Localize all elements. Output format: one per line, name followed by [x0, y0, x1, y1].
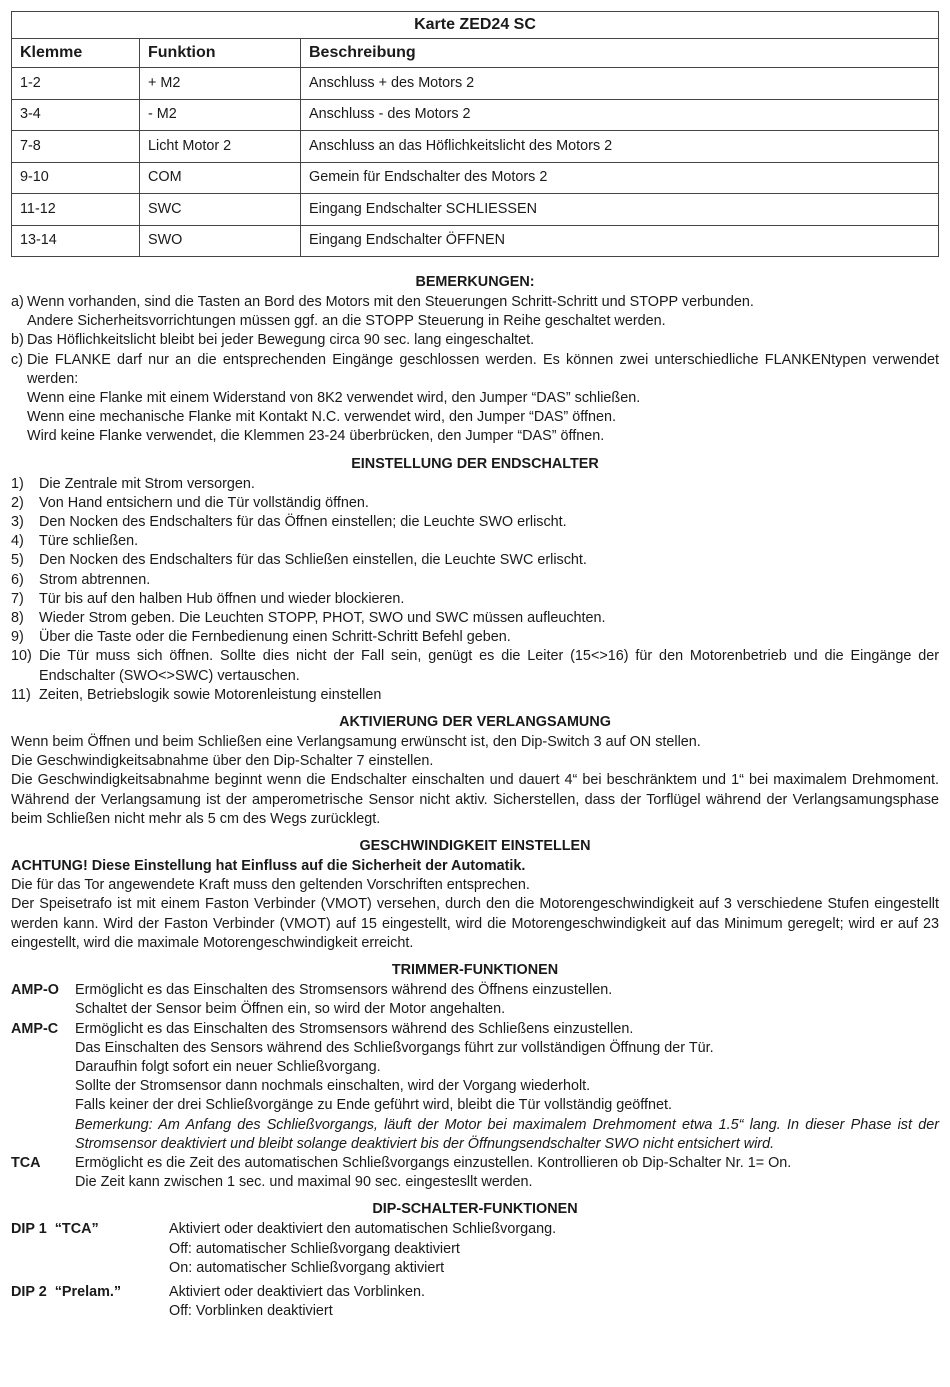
item-number: 4)	[11, 533, 24, 550]
cell-beschreibung: Gemein für Endschalter des Motors 2	[301, 162, 939, 194]
item-text: Den Nocken des Endschalters für das Öffnen einstellen; die Leuchte SWO erlischt.	[39, 514, 567, 531]
cell-beschreibung: Anschluss + des Motors 2	[301, 68, 939, 100]
cell-klemme: 11-12	[12, 194, 140, 226]
slowdown-paragraph: Wenn beim Öffnen und beim Schließen eine Verlangsamung erwünscht ist, den Dip-Switch 3 auf ON stellen.	[11, 734, 701, 751]
header-funktion: Funktion	[140, 39, 301, 68]
dip-line: Off: Vorblinken deaktiviert	[169, 1303, 333, 1320]
list-item	[11, 609, 939, 628]
list-item	[11, 532, 939, 551]
trimmer-section	[11, 959, 939, 1192]
speed-section	[11, 835, 939, 953]
item-text: Wieder Strom geben. Die Leuchten STOPP, PHOT, SWO und SWC müssen aufleuchten.	[39, 610, 606, 627]
trimmer-heading: TRIMMER-FUNKTIONEN	[391, 962, 559, 979]
dip-2	[11, 1283, 939, 1321]
item-number: 8)	[11, 610, 24, 627]
dip-heading: DIP-SCHALTER-FUNKTIONEN	[372, 1201, 578, 1218]
trimmer-key: AMP-C	[11, 1020, 59, 1037]
table-row	[12, 162, 939, 194]
remark-line: Wenn eine mechanische Flanke mit Kontakt N.C. verwendet wird, den Jumper “DAS” öffnen.	[27, 409, 616, 426]
trimmer-key: AMP-O	[11, 982, 59, 999]
list-item	[11, 494, 939, 513]
table-row	[12, 225, 939, 257]
table-row	[12, 194, 939, 226]
list-item	[11, 590, 939, 609]
speed-paragraph: Die für das Tor angewendete Kraft muss den geltenden Vorschriften entsprechen.	[11, 877, 530, 894]
speed-warning: ACHTUNG! Diese Einstellung hat Einfluss auf die Sicherheit der Automatik.	[11, 858, 526, 875]
trimmer-amp-c	[11, 1020, 939, 1154]
trimmer-line: Ermöglicht es die Zeit des automatischen Schließvorgangs einzustellen. Kontrollieren ob Dip-Schalter Nr. 1= On.	[75, 1154, 792, 1171]
trimmer-line: Sollte der Stromsensor dann nochmals einschalten, wird der Vorgang wiederholt.	[75, 1078, 591, 1095]
cell-klemme: 9-10	[12, 162, 140, 194]
cell-klemme: 3-4	[12, 99, 140, 131]
item-text: Die Tür muss sich öffnen. Sollte dies nicht der Fall sein, genügt es die Leiter (15<>16) für den Motorenbetrieb und die Eingänge der Endschalter (SWO<>SWC) vertauschen.	[39, 648, 939, 684]
slowdown-paragraph: Die Geschwindigkeitsabnahme über den Dip-Schalter 7 einstellen.	[11, 753, 434, 770]
item-number: 3)	[11, 514, 24, 531]
item-number: 6)	[11, 571, 24, 588]
table-row	[12, 99, 939, 131]
trimmer-line: Ermöglicht es das Einschalten des Stromsensors während des Öffnens einzustellen.	[75, 982, 613, 999]
dip-section	[11, 1198, 939, 1321]
list-item	[11, 686, 939, 705]
remark-label: a)	[11, 294, 24, 310]
dip-line: Aktiviert oder deaktiviert das Vorblinken.	[169, 1283, 425, 1300]
trimmer-amp-o	[11, 981, 939, 1019]
item-number: 11)	[11, 686, 31, 703]
header-klemme: Klemme	[12, 39, 140, 68]
cell-beschreibung: Eingang Endschalter ÖFFNEN	[301, 225, 939, 257]
remark-b	[11, 331, 939, 350]
item-number: 9)	[11, 629, 24, 646]
speed-paragraph: Der Speisetrafo ist mit einem Faston Verbinder (VMOT) versehen, durch den die Motorengeschwindigkeit auf 3 verschiedene Stufen eingestellt werden kann. Wird der Faston Verbinder (VMOT) auf 15 eingestellt, wird die Motorengeschwindigkeit auf das Minimum geregelt; wird er auf 23 eingestellt, wird die maximale Motorengeschwindigkeit erreicht.	[11, 896, 939, 951]
list-item	[11, 551, 939, 570]
remark-line: Wenn vorhanden, sind die Tasten an Bord des Motors mit den Steuerungen Schritt-Schritt und STOPP verbunden.	[27, 294, 754, 310]
table-row	[12, 131, 939, 163]
item-number: 7)	[11, 590, 24, 607]
trimmer-line: Falls keiner der drei Schließvorgänge zu Ende geführt wird, bleibt die Tür vollständig geöffnet.	[75, 1097, 673, 1114]
dip-key: DIP 1 “TCA”	[11, 1221, 99, 1238]
trimmer-line: Schaltet der Sensor beim Öffnen ein, so wird der Motor angehalten.	[75, 1001, 506, 1018]
trimmer-line: Das Einschalten des Sensors während des Schließvorgangs führt zur vollständigen Öffnung der Tür.	[75, 1039, 714, 1056]
item-text: Tür bis auf den halben Hub öffnen und wieder blockieren.	[39, 590, 405, 607]
item-text: Von Hand entsichern und die Tür vollständig öffnen.	[39, 494, 369, 511]
item-text: Strom abtrennen.	[39, 571, 151, 588]
cell-klemme: 7-8	[12, 131, 140, 163]
dip-line: Aktiviert oder deaktiviert den automatischen Schließvorgang.	[169, 1221, 557, 1238]
trimmer-line: Die Zeit kann zwischen 1 sec. und maximal 90 sec. eingestesllt werden.	[75, 1174, 533, 1191]
list-item	[11, 628, 939, 647]
cell-funktion: + M2	[140, 68, 301, 100]
slowdown-paragraph: Die Geschwindigkeitsabnahme beginnt wenn die Endschalter einschalten und dauert 4“ bei beschränktem und 1“ bei maximalem Drehmoment. Während der Verlangsamung ist der amperometrische Sensor nicht aktiv. Sicherstellen, dass der Torflügel während der Verlangsamungsphase beim Schließen nicht mehr als 5 cm des Wegs zurücklegt.	[11, 772, 939, 827]
cell-funktion: Licht Motor 2	[140, 131, 301, 163]
remark-label: b)	[11, 332, 24, 349]
cell-funktion: - M2	[140, 99, 301, 131]
cell-funktion: COM	[140, 162, 301, 194]
remark-line: Die FLANKE darf nur an die entsprechenden Eingänge geschlossen werden. Es können zwei unterschiedliche FLANKENtypen verwendet werden:	[27, 351, 939, 387]
slowdown-heading: AKTIVIERUNG DER VERLANGSAMUNG	[339, 714, 611, 731]
list-item	[11, 513, 939, 532]
item-number: 1)	[11, 475, 24, 492]
slowdown-section	[11, 711, 939, 829]
trimmer-line: Daraufhin folgt sofort ein neuer Schließvorgang.	[75, 1058, 381, 1075]
dip-1	[11, 1220, 939, 1278]
cell-beschreibung: Anschluss - des Motors 2	[301, 99, 939, 131]
limit-switch-heading: EINSTELLUNG DER ENDSCHALTER	[351, 455, 599, 472]
remark-label: c)	[11, 351, 23, 368]
trimmer-note: Bemerkung: Am Anfang des Schließvorgangs, läuft der Motor bei maximalem Drehmoment etwa 1.5“ lang. In dieser Phase ist der Stromsensor deaktiviert und bleibt solange deaktiviert bis der Öffnungsendschalter SWO nicht entsichert wird.	[75, 1116, 939, 1152]
item-text: Die Zentrale mit Strom versorgen.	[39, 475, 255, 492]
header-beschreibung: Beschreibung	[301, 39, 939, 68]
item-text: Über die Taste oder die Fernbedienung einen Schritt-Schritt Befehl geben.	[39, 629, 511, 646]
remark-c	[11, 351, 939, 447]
cell-funktion: SWO	[140, 225, 301, 257]
cell-klemme: 1-2	[12, 68, 140, 100]
item-text: Türe schließen.	[39, 533, 139, 550]
document-page	[11, 11, 939, 1321]
speed-heading: GESCHWINDIGKEIT EINSTELLEN	[359, 838, 591, 855]
table-row	[12, 68, 939, 100]
remark-line: Das Höflichkeitslicht bleibt bei jeder Bewegung circa 90 sec. lang eingeschaltet.	[27, 332, 535, 349]
terminal-table	[11, 11, 939, 257]
item-number: 10)	[11, 648, 32, 665]
limit-switch-section	[11, 453, 939, 705]
dip-line: On: automatischer Schließvorgang aktiviert	[169, 1259, 445, 1276]
cell-funktion: SWC	[140, 194, 301, 226]
remark-line: Wenn eine Flanke mit einem Widerstand von 8K2 verwendet wird, den Jumper “DAS” schließen.	[27, 390, 641, 407]
table-title: Karte ZED24 SC	[12, 12, 939, 39]
cell-klemme: 13-14	[12, 225, 140, 257]
item-text: Den Nocken des Endschalters für das Schließen einstellen, die Leuchte SWC erlischt.	[39, 552, 587, 569]
remark-line: Wird keine Flanke verwendet, die Klemmen 23-24 überbrücken, den Jumper “DAS” öffnen.	[27, 428, 605, 445]
dip-key: DIP 2 “Prelam.”	[11, 1283, 122, 1300]
list-item	[11, 647, 939, 685]
item-text: Zeiten, Betriebslogik sowie Motorenleistung einstellen	[39, 686, 382, 703]
remarks-heading: BEMERKUNGEN:	[415, 274, 535, 290]
remark-a	[11, 293, 939, 331]
cell-beschreibung: Eingang Endschalter SCHLIESSEN	[301, 194, 939, 226]
remarks-section	[11, 271, 939, 447]
trimmer-key: TCA	[11, 1154, 41, 1171]
remark-line: Andere Sicherheitsvorrichtungen müssen ggf. an die STOPP Steuerung in Reihe geschaltet werden.	[27, 313, 666, 330]
dip-line: Off: automatischer Schließvorgang deaktiviert	[169, 1240, 460, 1257]
trimmer-tca	[11, 1154, 939, 1192]
item-number: 5)	[11, 552, 24, 569]
list-item	[11, 571, 939, 590]
item-number: 2)	[11, 494, 24, 511]
list-item	[11, 475, 939, 494]
cell-beschreibung: Anschluss an das Höflichkeitslicht des Motors 2	[301, 131, 939, 163]
trimmer-line: Ermöglicht es das Einschalten des Stromsensors während des Schließens einzustellen.	[75, 1020, 634, 1037]
